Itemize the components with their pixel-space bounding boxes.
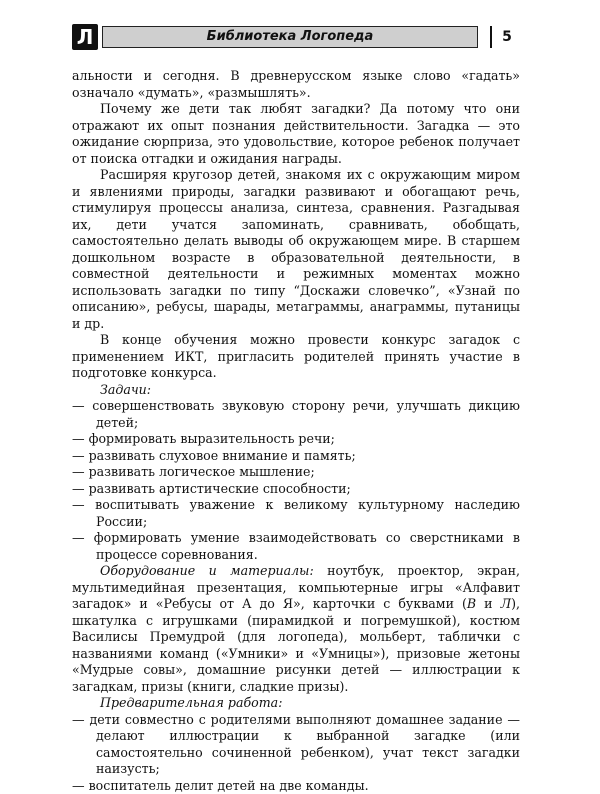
task-item: — совершенствовать звуковую сторону речи, улучшать дикцию детей; <box>72 398 520 431</box>
task-item: — развивать слуховое внимание и память; <box>72 448 520 465</box>
task-item: — формировать выразительность речи; <box>72 431 520 448</box>
letter-v: В <box>467 596 476 611</box>
logo-letter: Л <box>72 24 98 50</box>
equipment-and: и <box>476 596 500 611</box>
paragraph-why-riddles: Почему же дети так любят загадки? Да потому что они отражают их опыт познания действительности. Загадка — это ожидание сюрприза, это удовольствие, которое ребенок получает от поиска отгадки и ожидания награды. <box>72 101 520 167</box>
paragraph-continued: альности и сегодня. В древнерусском языке слово «гадать» означало «думать», «размышлять». <box>72 68 520 101</box>
letter-l: Л <box>501 596 512 611</box>
task-item: — воспитывать уважение к великому культурному наследию России; <box>72 497 520 530</box>
equipment-paragraph <box>72 563 520 695</box>
running-header <box>72 24 520 50</box>
page-number: 5 <box>490 26 522 48</box>
prep-heading: Предварительная работа: <box>72 695 520 712</box>
task-item: — развивать логическое мышление; <box>72 464 520 481</box>
equipment-text-end: ), шкатулка с игрушками (пирамидкой и погремушкой), костюм Василисы Премудрой (для логопеда), мольберт, таблички с названиями команд («Умники» и «Умницы»), призовые жетоны «Мудрые совы», домашние рисунки детей — иллюстрации к загадкам, призы (книги, сладкие призы). <box>72 596 520 694</box>
series-title: Библиотека Логопеда <box>103 27 477 47</box>
paragraph-riddles-develop: Расширяя кругозор детей, знакомя их с окружающим миром и явлениями природы, загадки развивают и обогащают речь, стимулируя процессы анализа, синтеза, сравнения. Разгадывая их, дети учатся запоминать, сравнивать, обобщать, самостоятельно делать выводы об окружающем мире. В старшем дошкольном возрасте в образовательной деятельности, в совместной деятельности и режимных моментах можно использовать загадки по типу “Доскажи словечко”, «Узнай по описанию», ребусы, шарады, метаграммы, анаграммы, путаницы и др. <box>72 167 520 332</box>
equipment-heading: Оборудование и материалы: <box>100 563 314 578</box>
series-logo <box>72 24 98 50</box>
header-bar <box>102 26 478 48</box>
paragraph-contest: В конце обучения можно провести конкурс загадок с применением ИКТ, пригласить родителей принять участие в подготовке конкурса. <box>72 332 520 382</box>
tasks-heading: Задачи: <box>72 382 520 399</box>
task-item: — развивать артистические способности; <box>72 481 520 498</box>
prep-item: — дети совместно с родителями выполняют домашнее задание — делают иллюстрации к выбранной загадке (или самостоятельно сочиненной ребенком), учат текст загадки наизусть; <box>72 712 520 778</box>
task-item: — формировать умение взаимодействовать со сверстниками в процессе соревнования. <box>72 530 520 563</box>
page-body <box>72 68 520 743</box>
prep-item: — воспитатель делит детей на две команды. <box>72 778 520 794</box>
equipment-text-start: ноутбук, проектор, экран, мультимедийная презентация, компьютерные игры «Алфавит загадок» и «Ребусы от А до Я», карточки с буквами ( <box>72 563 520 611</box>
